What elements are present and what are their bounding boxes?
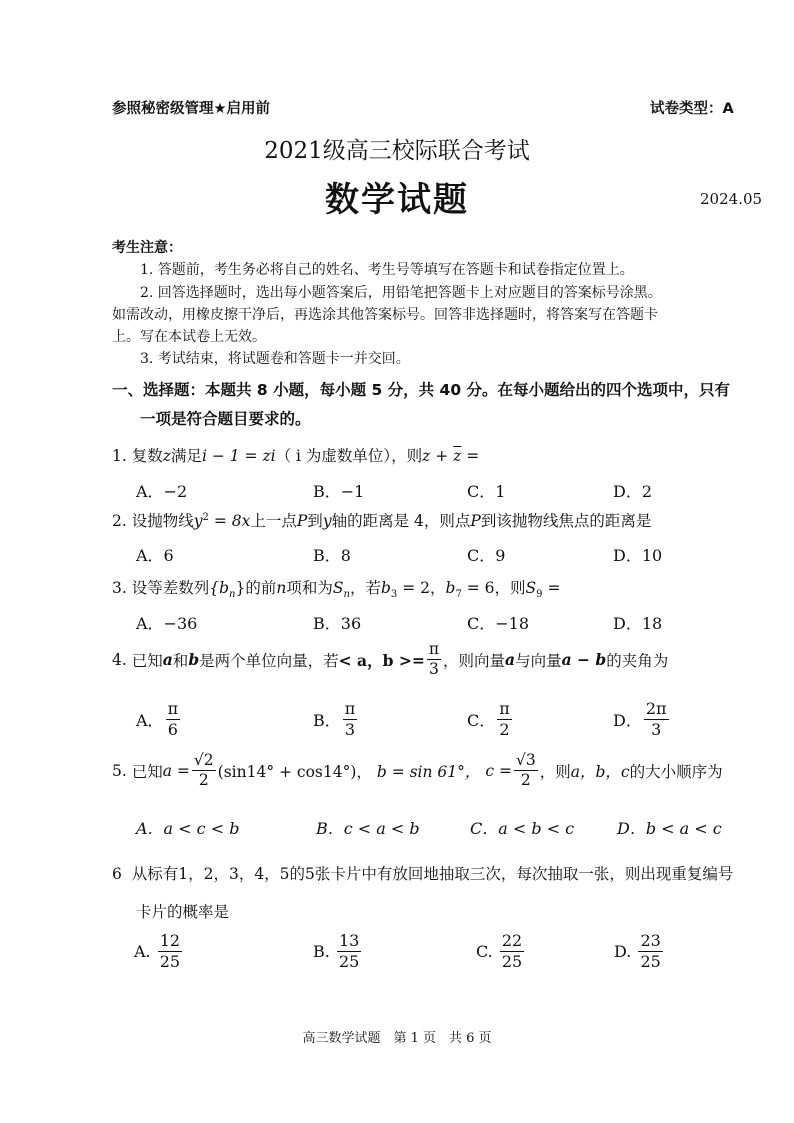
q4-option-c: C． $\frac{\pi}{2}$ <box>467 699 510 739</box>
question-2: 2. 设抛物线$y^2 = 8x$上一点P到y轴的距离是 4，则点P到该抛物线焦点的距离是 <box>112 511 652 530</box>
q1-equation: i − 1 = zi <box>201 447 276 465</box>
q3-option-b: B．36 <box>313 614 362 633</box>
q2-option-a: A．6 <box>136 546 174 565</box>
notice-item-2-line-2: 如需改动，用橡皮擦干净后，再选涂其他答案标号。回答非选择题时，将答案写在答题卡 <box>112 307 658 323</box>
question-5: 5. 已知 a = $\frac{√2}{2}$ (sin14° + cos14°)， b = sin 61°， c = $\frac{√3}{2}$ ，则 a，b，c 的大小顺序为 <box>112 751 723 790</box>
q4-angle-fraction: $\frac{\pi}{3}$ <box>428 640 439 679</box>
q1-number: 1. <box>112 447 127 465</box>
q1-option-c: C．1 <box>467 482 506 501</box>
question-3: 3. 设等差数列$\{b_n\}$的前n项和为$S_n$，若$b_3 = 2$，$b_7 = 6$，则$S_9$ = <box>112 579 561 601</box>
subject-title: 数学试题 <box>325 180 469 220</box>
notice-item-2-line-1: 2. 回答选择题时，选出每小题答案后，用铅笔把答题卡上对应题目的答案标号涂黑。 <box>140 285 662 301</box>
secret-label: 参照秘密级管理★启用前 <box>112 101 270 117</box>
q3-number: 3. <box>112 579 127 597</box>
q5-option-a: A．a < c < b <box>136 819 240 838</box>
notice-item-1: 1. 答题前，考生务必将自己的姓名、考生号等填写在答题卡和试卷指定位置上。 <box>140 262 634 278</box>
q4-number: 4. <box>112 650 127 669</box>
q2-option-b: B．8 <box>313 546 351 565</box>
question-4: 4. 已知 a 和 b 是两个单位向量，若 < a，b >= $\frac{\pi}{3}$ ，则向量 a 与向量 a − b 的夹角为 <box>112 640 669 679</box>
notice-title: 考生注意： <box>112 240 182 256</box>
q5-number: 5. <box>112 761 127 780</box>
question-6: 6 从标有1，2，3，4，5的5张卡片中有放回地抽取三次，每次抽取一张，则出现重复编号 <box>112 865 734 883</box>
q2-option-c: C．9 <box>467 546 506 565</box>
q6-option-b: B. $\frac{13}{25}$ <box>313 931 360 971</box>
q6-option-a: A. $\frac{12}{25}$ <box>134 931 181 971</box>
q5-sqrt3-fraction: $\frac{√3}{2}$ <box>515 751 536 790</box>
paper-type: 试卷类型：A <box>650 101 734 117</box>
question-1: 1. 复数z满足i − 1 = zi（ i 为虚数单位），则$z + \overline{z}$ = <box>112 447 480 465</box>
exam-date: 2024.05 <box>700 190 763 208</box>
q1-option-b: B．−1 <box>313 482 365 501</box>
q6-number: 6 <box>112 865 122 883</box>
question-6-line-2: 卡片的概率是 <box>136 903 230 921</box>
q5-option-c: C．a < b < c <box>470 819 575 838</box>
q1-option-d: D．2 <box>613 482 653 501</box>
notice-item-2-line-3: 上。写在本试卷上无效。 <box>112 329 266 345</box>
q5-sqrt2-fraction: $\frac{√2}{2}$ <box>193 751 214 790</box>
q3-option-c: C．−18 <box>467 614 530 633</box>
section-1-heading-line-2: 一项是符合题目要求的。 <box>140 410 311 428</box>
q3-option-a: A．−36 <box>136 614 198 633</box>
z-conjugate: $\overline{z}$ <box>453 447 462 465</box>
q4-option-a: A． $\frac{\pi}{6}$ <box>136 699 179 739</box>
q1-option-a: A．−2 <box>136 482 188 501</box>
q2-option-d: D．10 <box>613 546 663 565</box>
page-footer: 高三数学试题 第 1 页 共 6 页 <box>302 1031 492 1046</box>
section-1-heading: 一、选择题：本题共 8 小题，每小题 5 分，共 40 分。在每小题给出的四个选项中，只有 <box>112 381 731 399</box>
q6-option-d: D. $\frac{23}{25}$ <box>614 931 661 971</box>
q2-number: 2. <box>112 512 127 530</box>
q5-option-d: D．b < a < c <box>617 819 722 838</box>
q6-option-c: C. $\frac{22}{25}$ <box>476 931 523 971</box>
q3-option-d: D．18 <box>613 614 663 633</box>
q4-option-b: B． $\frac{\pi}{3}$ <box>313 699 356 739</box>
exam-title: 2021级高三校际联合考试 <box>264 138 530 164</box>
q5-option-b: B．c < a < b <box>316 819 420 838</box>
q4-option-d: D． $\frac{2\pi}{3}$ <box>613 699 667 739</box>
notice-item-3: 3. 考试结束，将试题卷和答题卡一并交回。 <box>140 351 410 367</box>
